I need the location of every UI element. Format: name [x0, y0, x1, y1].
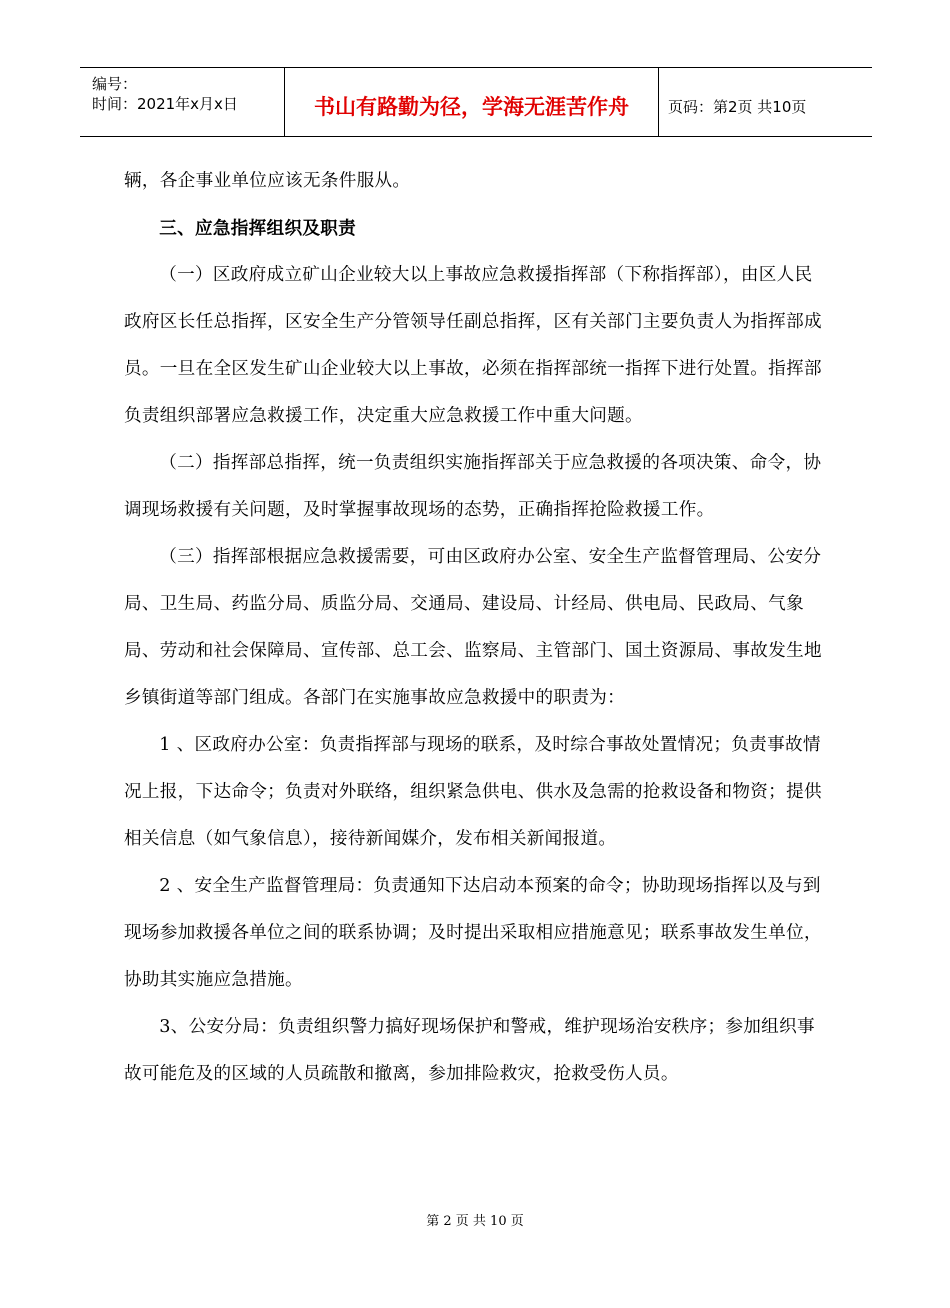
- section-heading: 三、应急指挥组织及职责: [159, 218, 357, 239]
- document-body: [124, 158, 828, 1098]
- page-footer: 第 2 页 共 10 页: [426, 1214, 524, 1229]
- paragraph: 1 、区政府办公室：负责指挥部与现场的联系，及时综合事故处置情况；负责事故情况上报，下达命令；负责对外联络，组织紧急供电、供水及急需的抢救设备和物资；提供相关信息（如气象信息），接待新闻媒介，发布相关新闻报道。: [124, 735, 822, 849]
- paragraph: 2 、安全生产监督管理局：负责通知下达启动本预案的命令；协助现场指挥以及与到现场参加救援各单位之间的联系协调；及时提出采取相应措施意见；联系事故发生单位，协助其实施应急措施。: [124, 876, 822, 990]
- document-header: [80, 67, 872, 137]
- document-time-label: 时间：2021年x月x日: [92, 95, 238, 113]
- document-number-label: 编号：: [92, 75, 138, 93]
- header-motto: 书山有路勤为径，学海无涯苦作舟: [285, 68, 659, 136]
- paragraph-continuation: 辆，各企事业单位应该无条件服从。: [124, 171, 411, 191]
- header-meta: [80, 68, 285, 136]
- header-page-info: 页码：第2页 共10页: [668, 97, 807, 116]
- paragraph: （二）指挥部总指挥，统一负责组织实施指挥部关于应急救援的各项决策、命令，协调现场救援有关问题，及时掌握事故现场的态势，正确指挥抢险救援工作。: [124, 453, 822, 520]
- paragraph: （一）区政府成立矿山企业较大以上事故应急救援指挥部（下称指挥部），由区人民政府区长任总指挥，区安全生产分管领导任副总指挥，区有关部门主要负责人为指挥部成员。一旦在全区发生矿山企业较大以上事故，必须在指挥部统一指挥下进行处置。指挥部负责组织部署应急救援工作，决定重大应急救援工作中重大问题。: [124, 265, 822, 426]
- paragraph: （三）指挥部根据应急救援需要，可由区政府办公室、安全生产监督管理局、公安分局、卫生局、药监分局、质监分局、交通局、建设局、计经局、供电局、民政局、气象局、劳动和社会保障局、宣传部、总工会、监察局、主管部门、国土资源局、事故发生地乡镇街道等部门组成。各部门在实施事故应急救援中的职责为：: [124, 547, 822, 708]
- paragraph: 3、公安分局：负责组织警力搞好现场保护和警戒，维护现场治安秩序；参加组织事故可能危及的区域的人员疏散和撤离，参加排险救灾，抢救受伤人员。: [124, 1017, 815, 1084]
